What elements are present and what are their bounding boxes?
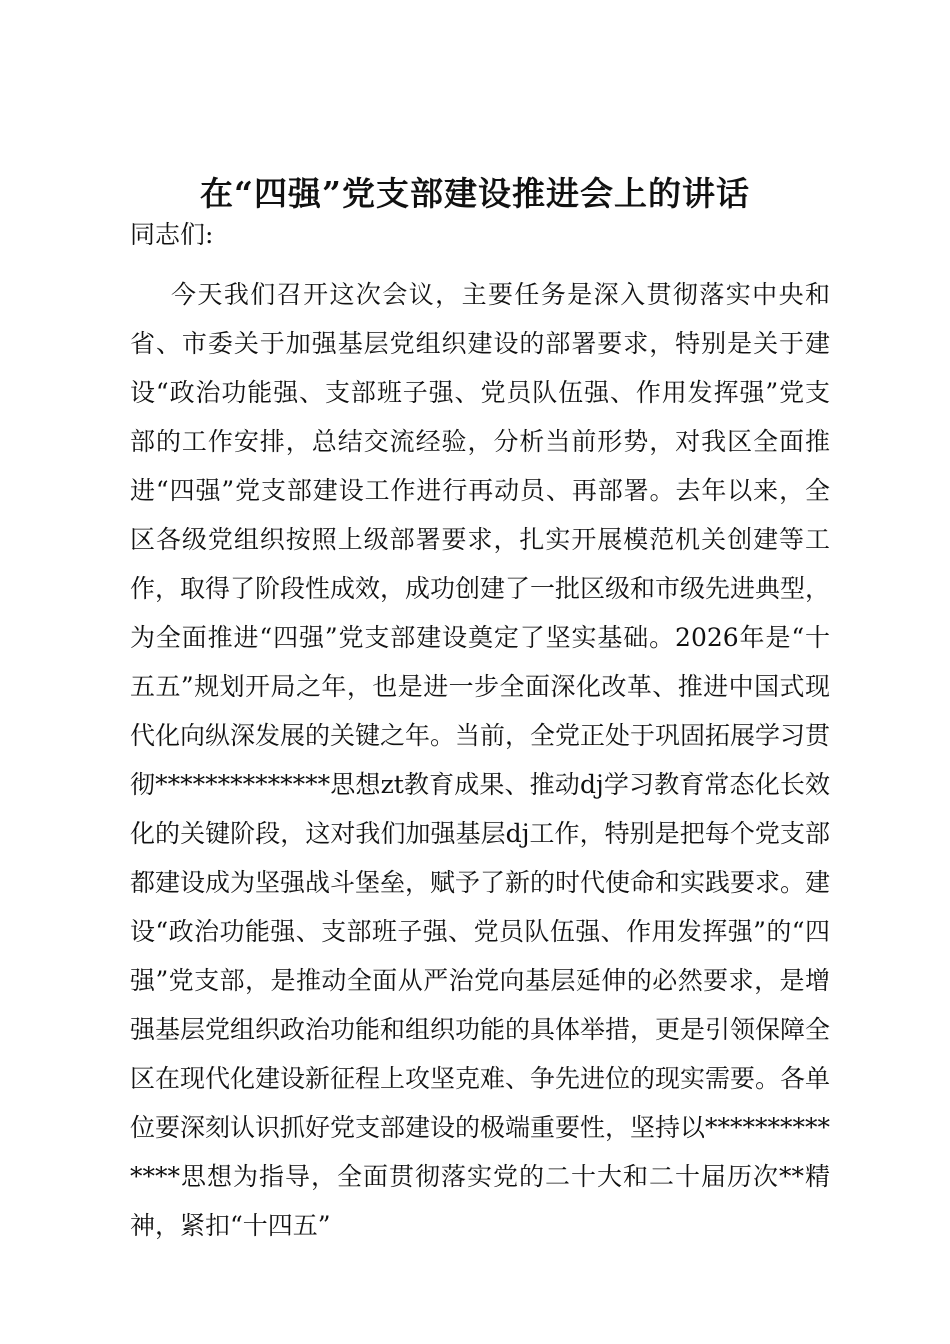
body-paragraph: 今天我们召开这次会议，主要任务是深入贯彻落实中央和省、市委关于加强基层党组织建设的部署要求，特别是关于建设“政治功能强、支部班子强、党员队伍强、作用发挥强”党支部的工作安排，总结交流经验，分析当前形势，对我区全面推进“四强”党支部建设工作进行再动员、再部署。去年以来，全区各级党组织按照上级部署要求，扎实开展模范机关创建等工作，取得了阶段性成效，成功创建了一批区级和市级先进典型，为全面推进“四强”党支部建设奠定了坚实基础。2026年是“十五五”规划开局之年，也是进一步全面深化改革、推进中国式现代化向纵深发展的关键之年。当前，全党正处于巩固拓展学习贯彻**************思想zt教育成果、推动dj学习教育常态化长效化的关键阶段，这对我们加强基层dj工作，特别是把每个党支部都建设成为坚强战斗堡垒，赋予了新的时代使命和实践要求。建设“政治功能强、支部班子强、党员队伍强、作用发挥强”的“四强”党支部，是推动全面从严治党向基层延伸的必然要求，是增强基层党组织政治功能和组织功能的具体举措，更是引领保障全区在现代化建设新征程上攻坚克难、争先进位的现实需要。各单位要深刻认识抓好党支部建设的极端重要性，坚持以**************思想为指导，全面贯彻落实党的二十大和二十届历次**精神，紧扣“十四五” [130,280,831,1240]
document-title: 在“四强”党支部建设推进会上的讲话 [200,174,750,213]
salutation: 同志们: [130,220,214,249]
